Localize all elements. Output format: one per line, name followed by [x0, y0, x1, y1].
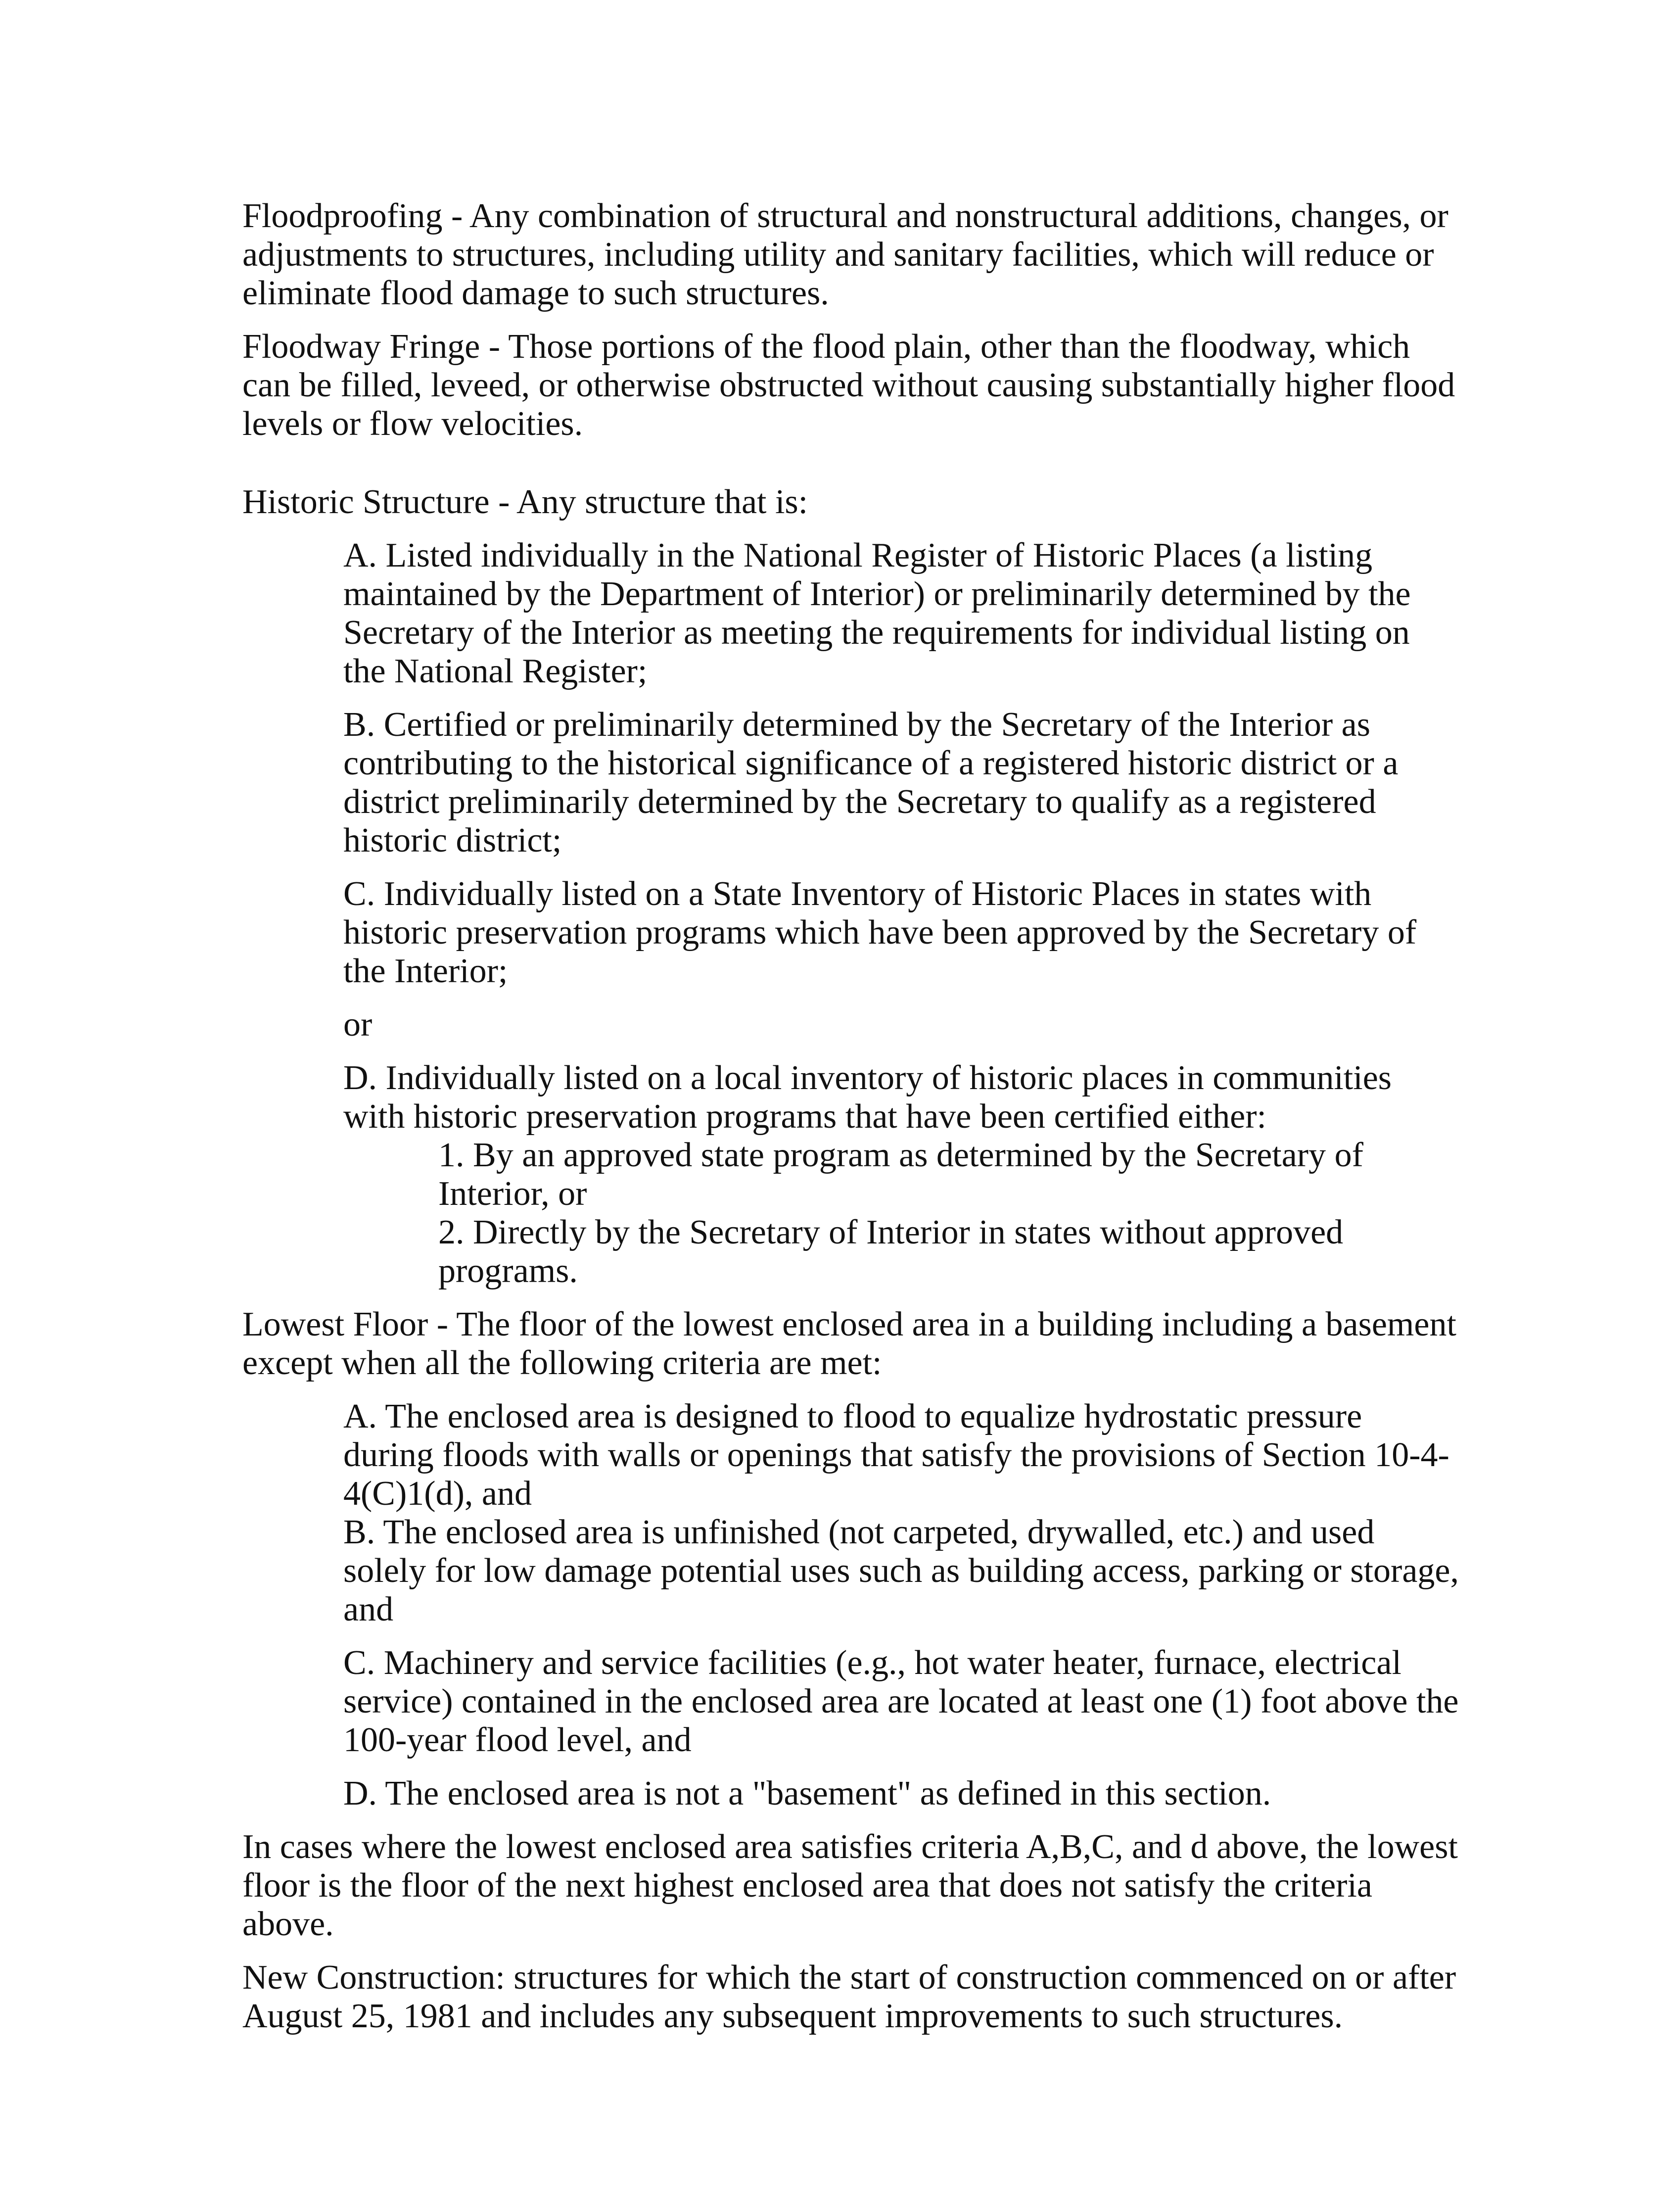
historic-structure-item-a: A. Listed individually in the National Register of Historic Places (a listing maintained by the Department of Interior) or preliminarily determined by the Secretary of the Interior as meeting the requirements for individual listing on the National Register;: [343, 536, 1411, 690]
historic-structure-item-c: C. Individually listed on a State Inventory of Historic Places in states with historic preservation programs which have been approved by the Secretary of the Interior;: [343, 875, 1417, 990]
lowest-floor-note: In cases where the lowest enclosed area satisfies criteria A,B,C, and d above, the lowest floor is the floor of the next highest enclosed area that does not satisfy the criteria above.: [242, 1828, 1458, 1943]
document-page: [242, 197, 1459, 2036]
lowest-floor-item-a: A. The enclosed area is designed to flood to equalize hydrostatic pressure during floods with walls or openings that satisfy the provisions of Section 10-4-4(C)1(d), and: [343, 1397, 1449, 1513]
definition-lowest-floor: Lowest Floor - The floor of the lowest enclosed area in a building including a basement except when all the following criteria are met:: [242, 1305, 1456, 1382]
definition-floodproofing: Floodproofing - Any combination of structural and nonstructural additions, changes, or adjustments to structures, including utility and sanitary facilities, which will reduce or eliminate flood damage to such structures.: [242, 197, 1448, 312]
historic-structure-item-b: B. Certified or preliminarily determined by the Secretary of the Interior as contributing to the historical significance of a registered historic district or a district preliminarily determined by the Secretary to qualify as a registered historic district;: [343, 706, 1399, 859]
historic-structure-or: or: [343, 1005, 373, 1044]
historic-structure-item-d: D. Individually listed on a local inventory of historic places in communities with historic preservation programs that have been certified either:: [343, 1059, 1392, 1136]
historic-structure-subitem-1: 1. By an approved state program as determined by the Secretary of Interior, or: [438, 1136, 1363, 1213]
lowest-floor-item-c: C. Machinery and service facilities (e.g., hot water heater, furnace, electrical service) contained in the enclosed area are located at least one (1) foot above the 100-year flood level, and: [343, 1644, 1459, 1759]
definition-new-construction: New Construction: structures for which the start of construction commenced on or after August 25, 1981 and includes any subsequent improvements to such structures.: [242, 1958, 1456, 2035]
definition-floodway-fringe: Floodway Fringe - Those portions of the flood plain, other than the floodway, which can be filled, leveed, or otherwise obstructed without causing substantially higher flood levels or flow velocities.: [242, 328, 1455, 443]
lowest-floor-item-b: B. The enclosed area is unfinished (not carpeted, drywalled, etc.) and used solely for low damage potential uses such as building access, parking or storage, and: [343, 1513, 1459, 1628]
lowest-floor-item-d: D. The enclosed area is not a "basement" as defined in this section.: [343, 1774, 1271, 1813]
definition-historic-structure: Historic Structure - Any structure that is:: [242, 483, 808, 521]
historic-structure-subitem-2: 2. Directly by the Secretary of Interior in states without approved programs.: [438, 1213, 1344, 1290]
